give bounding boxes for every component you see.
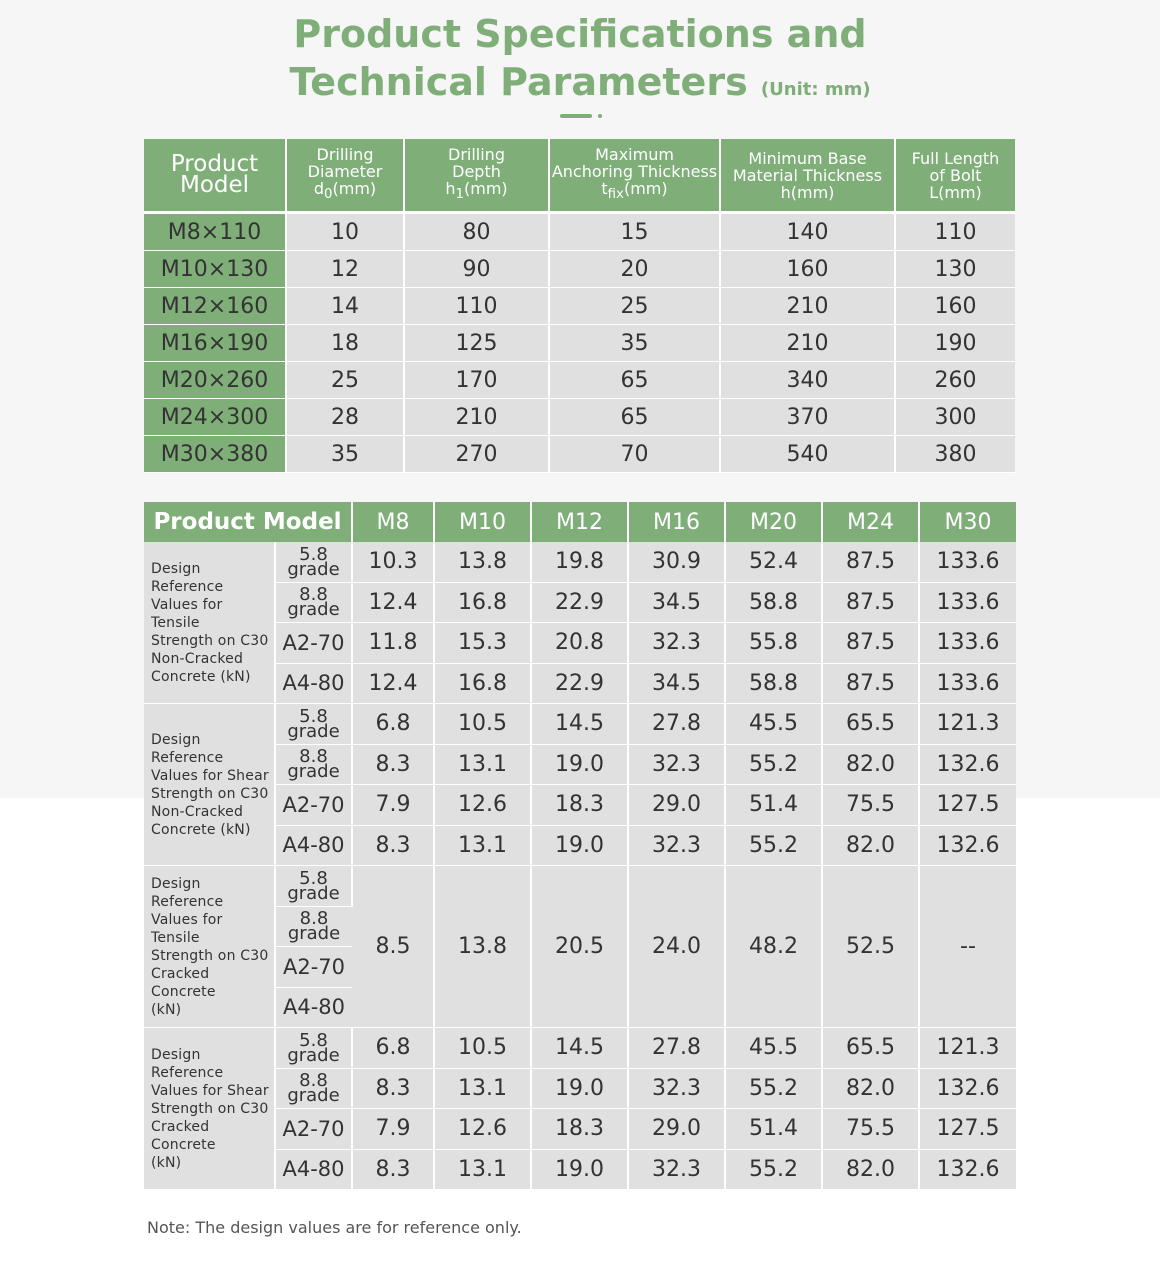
value-cell: 10.3 — [352, 542, 434, 582]
footnote: Note: The design values are for reference only. — [147, 1218, 522, 1237]
header-m12: M12 — [531, 502, 628, 542]
spec-value-cell: 300 — [895, 399, 1015, 436]
value-cell: 82.0 — [822, 825, 919, 866]
value-cell: 29.0 — [628, 1109, 725, 1150]
spec-value-cell: 35 — [549, 325, 720, 362]
value-cell: 7.9 — [352, 1109, 434, 1150]
value-cell: 52.4 — [725, 542, 822, 582]
page-title-line2-text: Technical Parameters — [289, 60, 748, 104]
spec-value-cell: 80 — [404, 213, 549, 251]
header-m30: M30 — [919, 502, 1016, 542]
value-cell: 12.4 — [352, 582, 434, 623]
spec-model-cell: M20×260 — [144, 362, 286, 399]
value-cell: 45.5 — [725, 1028, 822, 1069]
value-cell: 10.5 — [434, 704, 531, 745]
spec-value-cell: 160 — [720, 251, 895, 288]
unit-label: (Unit: mm) — [760, 79, 871, 100]
spec-model-cell: M12×160 — [144, 288, 286, 325]
grade-cell: 8.8 grade — [275, 1068, 352, 1109]
spec-value-cell: 20 — [549, 251, 720, 288]
value-cell: 22.9 — [531, 582, 628, 623]
value-cell: -- — [919, 866, 1016, 1028]
value-cell: 13.8 — [434, 866, 531, 1028]
value-cell: 20.8 — [531, 623, 628, 664]
spec-value-cell: 270 — [404, 436, 549, 473]
value-cell: 13.1 — [434, 825, 531, 866]
strength-row — [144, 1109, 1016, 1150]
value-cell: 16.8 — [434, 582, 531, 623]
value-cell: 75.5 — [822, 1109, 919, 1150]
spec-value-cell: 140 — [720, 213, 895, 251]
spec-value-cell: 35 — [286, 436, 404, 473]
value-cell: 133.6 — [919, 542, 1016, 582]
value-cell: 18.3 — [531, 785, 628, 826]
grade-cell: 8.8 grade — [275, 906, 352, 947]
value-cell: 8.5 — [352, 866, 434, 1028]
grade-cell: A4-80 — [275, 987, 352, 1028]
header-m8: M8 — [352, 502, 434, 542]
value-cell: 133.6 — [919, 663, 1016, 704]
strength-row — [144, 623, 1016, 664]
value-cell: 55.2 — [725, 1149, 822, 1190]
value-cell: 132.6 — [919, 825, 1016, 866]
value-cell: 20.5 — [531, 866, 628, 1028]
spec-value-cell: 65 — [549, 362, 720, 399]
spec-value-cell: 380 — [895, 436, 1015, 473]
value-cell: 32.3 — [628, 744, 725, 785]
value-cell: 55.2 — [725, 825, 822, 866]
strength-row — [144, 744, 1016, 785]
value-cell: 19.0 — [531, 744, 628, 785]
value-cell: 82.0 — [822, 1068, 919, 1109]
value-cell: 34.5 — [628, 663, 725, 704]
value-cell: 30.9 — [628, 542, 725, 582]
spec-value-cell: 18 — [286, 325, 404, 362]
grade-cell: 8.8 grade — [275, 582, 352, 623]
category-label: Design Reference Values for Shear Strength on C30 Non-Cracked Concrete (kN) — [144, 704, 275, 866]
value-cell: 27.8 — [628, 704, 725, 745]
header-anchoring-thickness: Maximum Anchoring Thickness $t_{fix}(mm)$ — [549, 139, 720, 213]
value-cell: 8.3 — [352, 1149, 434, 1190]
value-cell: 52.5 — [822, 866, 919, 1028]
spec-model-cell: M8×110 — [144, 213, 286, 251]
value-cell: 121.3 — [919, 1028, 1016, 1069]
value-cell: 51.4 — [725, 1109, 822, 1150]
value-cell: 58.8 — [725, 663, 822, 704]
strength-row — [144, 542, 1016, 582]
value-cell: 7.9 — [352, 785, 434, 826]
value-cell: 13.8 — [434, 542, 531, 582]
header-m16: M16 — [628, 502, 725, 542]
grade-cell: A4-80 — [275, 825, 352, 866]
value-cell: 12.6 — [434, 1109, 531, 1150]
header-drilling-depth: Drilling Depth $h_1(mm)$ — [404, 139, 549, 213]
value-cell: 132.6 — [919, 1149, 1016, 1190]
spec-row — [144, 251, 1015, 288]
value-cell: 19.0 — [531, 825, 628, 866]
header-m24: M24 — [822, 502, 919, 542]
value-cell: 8.3 — [352, 744, 434, 785]
spec-value-cell: 25 — [549, 288, 720, 325]
value-cell: 12.6 — [434, 785, 531, 826]
value-cell: 45.5 — [725, 704, 822, 745]
value-cell: 65.5 — [822, 704, 919, 745]
value-cell: 22.9 — [531, 663, 628, 704]
spec-row — [144, 399, 1015, 436]
strength-row — [144, 582, 1016, 623]
value-cell: 127.5 — [919, 1109, 1016, 1150]
spec-table — [144, 139, 1015, 473]
value-cell: 29.0 — [628, 785, 725, 826]
value-cell: 132.6 — [919, 744, 1016, 785]
spec-header-row — [144, 139, 1015, 213]
value-cell: 133.6 — [919, 623, 1016, 664]
value-cell: 75.5 — [822, 785, 919, 826]
value-cell: 32.3 — [628, 623, 725, 664]
value-cell: 87.5 — [822, 542, 919, 582]
page-title-line1: Product Specifications and — [293, 12, 867, 56]
strength-row — [144, 1028, 1016, 1069]
spec-value-cell: 90 — [404, 251, 549, 288]
spec-value-cell: 70 — [549, 436, 720, 473]
value-cell: 32.3 — [628, 825, 725, 866]
value-cell: 16.8 — [434, 663, 531, 704]
grade-cell: A2-70 — [275, 623, 352, 664]
value-cell: 13.1 — [434, 744, 531, 785]
grade-cell: A4-80 — [275, 1149, 352, 1190]
value-cell: 55.8 — [725, 623, 822, 664]
grade-cell: A2-70 — [275, 1109, 352, 1150]
value-cell: 19.0 — [531, 1068, 628, 1109]
value-cell: 10.5 — [434, 1028, 531, 1069]
spec-model-cell: M10×130 — [144, 251, 286, 288]
value-cell: 87.5 — [822, 623, 919, 664]
spec-model-cell: M24×300 — [144, 399, 286, 436]
value-cell: 132.6 — [919, 1068, 1016, 1109]
category-label: Design Reference Values for Tensile Strength on C30 Non-Cracked Concrete (kN) — [144, 542, 275, 704]
strength-table — [144, 502, 1016, 1190]
value-cell: 32.3 — [628, 1149, 725, 1190]
title-accent-bar — [560, 114, 592, 118]
header-product-model: Product Model — [144, 139, 286, 213]
strength-row — [144, 825, 1016, 866]
spec-value-cell: 170 — [404, 362, 549, 399]
value-cell: 133.6 — [919, 582, 1016, 623]
grade-cell: A2-70 — [275, 947, 352, 988]
value-cell: 8.3 — [352, 825, 434, 866]
title-accent-dot — [598, 114, 602, 118]
value-cell: 87.5 — [822, 582, 919, 623]
header-m10: M10 — [434, 502, 531, 542]
value-cell: 34.5 — [628, 582, 725, 623]
value-cell: 19.0 — [531, 1149, 628, 1190]
spec-value-cell: 540 — [720, 436, 895, 473]
value-cell: 121.3 — [919, 704, 1016, 745]
grade-cell: A2-70 — [275, 785, 352, 826]
strength-header-row — [144, 502, 1016, 542]
strength-row — [144, 1068, 1016, 1109]
spec-value-cell: 130 — [895, 251, 1015, 288]
value-cell: 14.5 — [531, 1028, 628, 1069]
title-block — [0, 10, 1160, 114]
strength-row — [144, 785, 1016, 826]
value-cell: 19.8 — [531, 542, 628, 582]
spec-value-cell: 160 — [895, 288, 1015, 325]
spec-value-cell: 340 — [720, 362, 895, 399]
spec-value-cell: 210 — [720, 325, 895, 362]
grade-cell: 5.8 grade — [275, 542, 352, 582]
value-cell: 48.2 — [725, 866, 822, 1028]
value-cell: 32.3 — [628, 1068, 725, 1109]
value-cell: 55.2 — [725, 1068, 822, 1109]
spec-value-cell: 190 — [895, 325, 1015, 362]
header-m20: M20 — [725, 502, 822, 542]
spec-value-cell: 110 — [404, 288, 549, 325]
spec-value-cell: 370 — [720, 399, 895, 436]
spec-value-cell: 260 — [895, 362, 1015, 399]
value-cell: 11.8 — [352, 623, 434, 664]
spec-value-cell: 125 — [404, 325, 549, 362]
strength-row — [144, 1149, 1016, 1190]
spec-value-cell: 15 — [549, 213, 720, 251]
value-cell: 6.8 — [352, 704, 434, 745]
spec-value-cell: 25 — [286, 362, 404, 399]
value-cell: 6.8 — [352, 1028, 434, 1069]
grade-cell: A4-80 — [275, 663, 352, 704]
value-cell: 13.1 — [434, 1068, 531, 1109]
spec-model-cell: M16×190 — [144, 325, 286, 362]
header-bolt-length: Full Length of Bolt L(mm) — [895, 139, 1015, 213]
category-label: Design Reference Values for Tensile Strength on C30 Cracked Concrete (kN) — [144, 866, 275, 1028]
value-cell: 14.5 — [531, 704, 628, 745]
value-cell: 127.5 — [919, 785, 1016, 826]
header-product-model-2: Product Model — [144, 502, 352, 542]
value-cell: 87.5 — [822, 663, 919, 704]
strength-row — [144, 663, 1016, 704]
spec-row — [144, 362, 1015, 399]
spec-body — [144, 213, 1015, 473]
value-cell: 18.3 — [531, 1109, 628, 1150]
spec-value-cell: 10 — [286, 213, 404, 251]
value-cell: 27.8 — [628, 1028, 725, 1069]
header-base-thickness: Minimum Base Material Thickness h(mm) — [720, 139, 895, 213]
grade-cell: 8.8 grade — [275, 744, 352, 785]
spec-model-cell: M30×380 — [144, 436, 286, 473]
spec-row — [144, 436, 1015, 473]
value-cell: 58.8 — [725, 582, 822, 623]
spec-row — [144, 213, 1015, 251]
value-cell: 82.0 — [822, 1149, 919, 1190]
spec-value-cell: 210 — [404, 399, 549, 436]
value-cell: 51.4 — [725, 785, 822, 826]
grade-cell: 5.8 grade — [275, 1028, 352, 1069]
spec-value-cell: 14 — [286, 288, 404, 325]
value-cell: 12.4 — [352, 663, 434, 704]
value-cell: 24.0 — [628, 866, 725, 1028]
value-cell: 8.3 — [352, 1068, 434, 1109]
spec-row — [144, 288, 1015, 325]
strength-row — [144, 704, 1016, 745]
spec-value-cell: 12 — [286, 251, 404, 288]
value-cell: 13.1 — [434, 1149, 531, 1190]
value-cell: 15.3 — [434, 623, 531, 664]
strength-row — [144, 866, 1016, 907]
value-cell: 55.2 — [725, 744, 822, 785]
strength-body — [144, 542, 1016, 1190]
spec-value-cell: 210 — [720, 288, 895, 325]
header-drilling-diameter: Drilling Diameter $d_0(mm)$ — [286, 139, 404, 213]
spec-value-cell: 110 — [895, 213, 1015, 251]
spec-value-cell: 65 — [549, 399, 720, 436]
spec-value-cell: 28 — [286, 399, 404, 436]
page-title-line2 — [0, 58, 1160, 114]
value-cell: 82.0 — [822, 744, 919, 785]
value-cell: 65.5 — [822, 1028, 919, 1069]
grade-cell: 5.8 grade — [275, 704, 352, 745]
grade-cell: 5.8 grade — [275, 866, 352, 907]
spec-row — [144, 325, 1015, 362]
category-label: Design Reference Values for Shear Strength on C30 Cracked Concrete (kN) — [144, 1028, 275, 1190]
